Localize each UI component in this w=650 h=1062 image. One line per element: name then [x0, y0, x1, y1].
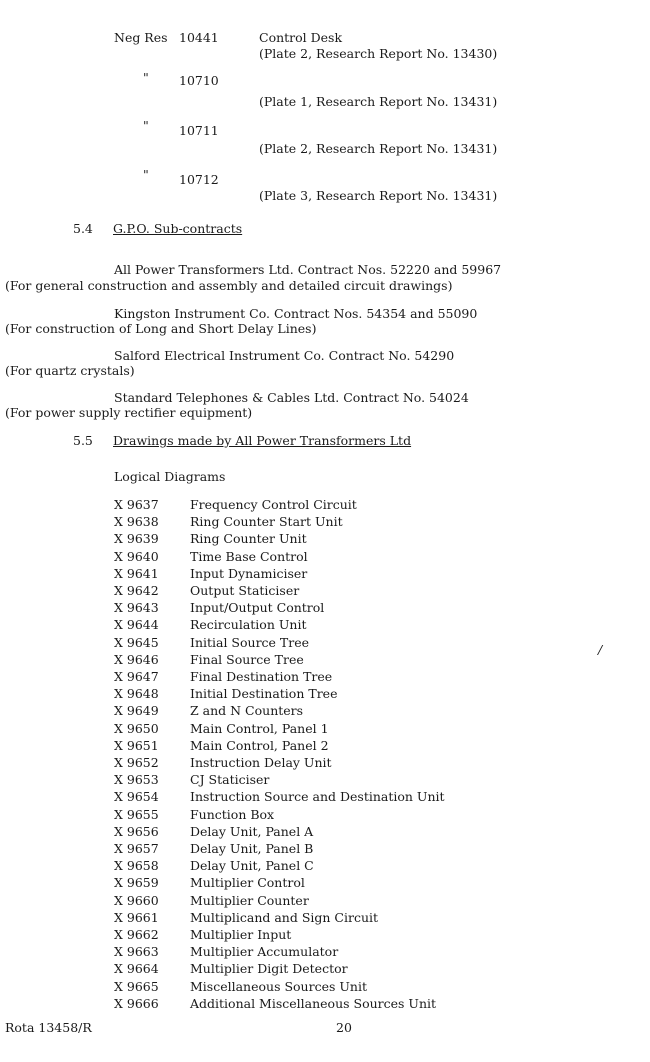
neg-number: 10710 [179, 73, 219, 88]
diagram-row [114, 514, 343, 531]
diagram-title: Function Box [190, 806, 275, 822]
diagram-code: X 9637 [114, 497, 159, 512]
diagram-title: Multiplier Counter [190, 892, 309, 908]
diagram-row [114, 583, 299, 600]
diagram-title: Final Destination Tree [190, 669, 333, 684]
diagram-row [114, 652, 304, 669]
diagram-title: Input/Output Control [190, 600, 325, 616]
subsection-heading: Logical Diagrams [114, 469, 226, 484]
section-number: 5.5 [73, 433, 93, 448]
section-heading: G.P.O. Sub-contracts [113, 221, 243, 236]
neg-number: 10441 [179, 30, 219, 45]
neg-number: 10711 [179, 123, 219, 138]
diagram-row [114, 944, 338, 961]
diagram-row [114, 979, 367, 996]
contract-line: Standard Telephones & Cables Ltd. Contract No. 54024 [114, 390, 469, 405]
diagram-row [114, 531, 307, 548]
diagram-row [114, 600, 324, 617]
diagram-code: X 9644 [114, 617, 159, 633]
page-number: 20 [336, 1020, 352, 1035]
diagram-title: Recirculation Unit [190, 617, 307, 633]
stray-mark: / [598, 642, 603, 657]
diagram-title: Miscellaneous Sources Unit [190, 978, 367, 994]
diagram-row [114, 858, 314, 875]
diagram-row [114, 996, 436, 1013]
diagram-title: Z and N Counters [190, 703, 304, 719]
diagram-code: X 9656 [114, 823, 159, 839]
diagram-code: X 9647 [114, 669, 159, 684]
diagram-title: Delay Unit, Panel A [190, 823, 314, 839]
diagram-title: Additional Miscellaneous Sources Unit [190, 995, 437, 1011]
diagram-title: Input Dynamiciser [190, 565, 308, 581]
neg-number: 10712 [179, 172, 219, 187]
diagram-code: X 9638 [114, 514, 159, 530]
diagram-code: X 9639 [114, 531, 159, 547]
diagram-row [114, 927, 291, 944]
diagram-title: Time Base Control [190, 548, 308, 564]
diagram-code: X 9658 [114, 858, 159, 874]
neg-reference: (Plate 1, Research Report No. 13431) [259, 94, 498, 109]
diagram-title: Delay Unit, Panel C [190, 858, 314, 874]
diagram-row [114, 703, 303, 720]
diagram-code: X 9645 [114, 634, 159, 650]
diagram-code: X 9660 [114, 892, 159, 908]
diagram-code: X 9661 [114, 909, 159, 925]
contract-purpose: (For quartz crystals) [5, 363, 135, 378]
diagram-title: Instruction Source and Destination Unit [190, 789, 445, 805]
neg-reference: (Plate 2, Research Report No. 13430) [259, 46, 498, 61]
neg-ditto: " [143, 70, 149, 85]
neg-reference: (Plate 2, Research Report No. 13431) [259, 141, 498, 156]
diagram-row [114, 617, 306, 634]
diagram-code: X 9665 [114, 978, 159, 994]
contract-line: Kingston Instrument Co. Contract Nos. 54354 and 55090 [114, 306, 478, 321]
diagram-code: X 9651 [114, 737, 159, 753]
diagram-title: Output Staticiser [190, 583, 300, 598]
diagram-row [114, 721, 329, 738]
diagram-code: X 9641 [114, 565, 159, 581]
diagram-row [114, 807, 274, 824]
diagram-row [114, 961, 348, 978]
diagram-title: Main Control, Panel 2 [190, 737, 329, 753]
diagram-code: X 9657 [114, 841, 159, 856]
neg-ditto: " [143, 118, 149, 133]
diagram-code: X 9643 [114, 600, 159, 616]
diagram-row [114, 910, 378, 927]
diagram-code: X 9642 [114, 583, 159, 598]
neg-reference: (Plate 3, Research Report No. 13431) [259, 188, 498, 203]
diagram-row [114, 669, 332, 686]
diagram-title: Multiplier Accumulator [190, 944, 339, 960]
diagram-row [114, 841, 313, 858]
diagram-row [114, 755, 332, 772]
diagram-title: Multiplicand and Sign Circuit [190, 909, 379, 925]
diagram-code: X 9662 [114, 927, 159, 942]
diagram-row [114, 789, 445, 806]
diagram-row [114, 875, 305, 892]
neg-title: Control Desk [259, 30, 343, 45]
diagram-row [114, 497, 357, 514]
diagram-title: Delay Unit, Panel B [190, 841, 314, 856]
diagram-title: Initial Source Tree [190, 634, 310, 650]
diagram-code: X 9663 [114, 944, 159, 960]
diagram-code: X 9653 [114, 772, 159, 788]
contract-purpose: (For general construction and assembly and detailed circuit drawings) [5, 278, 453, 293]
diagram-row [114, 635, 309, 652]
diagram-title: Instruction Delay Unit [190, 755, 332, 770]
diagram-code: X 9646 [114, 651, 159, 667]
diagram-title: Multiplier Digit Detector [190, 961, 348, 977]
diagram-row [114, 772, 269, 789]
diagram-title: Initial Destination Tree [190, 686, 338, 702]
contract-line: All Power Transformers Ltd. Contract Nos. 52220 and 59967 [114, 262, 502, 277]
diagram-code: X 9649 [114, 703, 159, 719]
diagram-title: Ring Counter Start Unit [190, 514, 343, 530]
diagram-code: X 9659 [114, 875, 159, 891]
diagram-code: X 9648 [114, 686, 159, 702]
diagram-title: Main Control, Panel 1 [190, 720, 329, 736]
contract-purpose: (For power supply rectifier equipment) [5, 405, 253, 420]
diagram-title: Ring Counter Unit [190, 531, 307, 547]
diagram-code: X 9655 [114, 806, 159, 822]
diagram-title: Final Source Tree [190, 651, 304, 667]
section-number: 5.4 [73, 221, 93, 236]
diagram-code: X 9652 [114, 755, 159, 770]
diagram-code: X 9664 [114, 961, 159, 977]
diagram-row [114, 893, 309, 910]
diagram-title: CJ Staticiser [190, 772, 270, 788]
diagram-title: Multiplier Control [190, 875, 305, 891]
contract-line: Salford Electrical Instrument Co. Contract No. 54290 [114, 348, 455, 363]
diagram-row [114, 738, 329, 755]
diagram-row [114, 549, 308, 566]
section-heading: Drawings made by All Power Transformers Ltd [113, 433, 412, 448]
diagram-title: Frequency Control Circuit [190, 497, 357, 512]
diagram-row [114, 686, 337, 703]
diagram-row [114, 566, 307, 583]
diagram-row [114, 824, 313, 841]
diagram-code: X 9654 [114, 789, 159, 805]
diagram-code: X 9640 [114, 548, 159, 564]
diagram-code: X 9650 [114, 720, 159, 736]
neg-label: Neg Res [114, 30, 168, 45]
neg-ditto: " [143, 167, 149, 182]
document-reference: Rota 13458/R [5, 1020, 92, 1035]
contract-purpose: (For construction of Long and Short Delay Lines) [5, 321, 317, 336]
diagram-title: Multiplier Input [190, 927, 292, 942]
diagram-code: X 9666 [114, 995, 159, 1011]
